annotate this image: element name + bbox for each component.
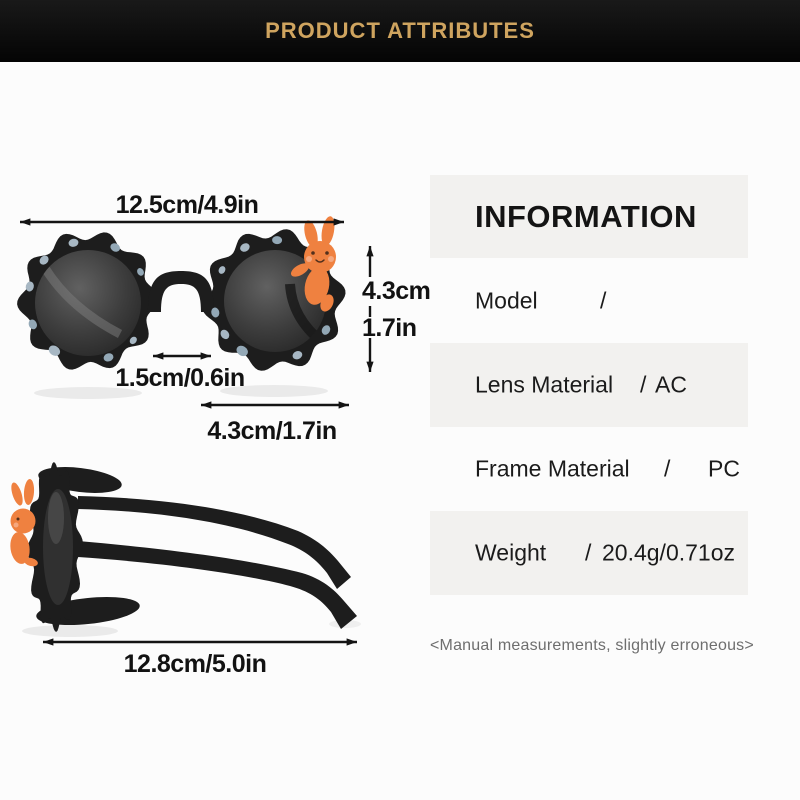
info-row-frame-material <box>430 427 748 511</box>
information-panel <box>430 175 748 595</box>
dim-total-width: 12.5cm/4.9in <box>115 191 259 219</box>
measurement-note: <Manual measurements, slightly erroneous> <box>430 637 754 654</box>
info-value: 20.4g/0.71oz <box>602 539 736 566</box>
information-title: INFORMATION <box>475 198 697 234</box>
info-label: Frame Material <box>475 455 630 482</box>
dim-lens-height-cm: 4.3cm <box>362 277 431 305</box>
info-row-model <box>430 258 748 343</box>
info-separator: / <box>600 287 607 313</box>
info-separator: / <box>664 455 671 482</box>
info-label: Lens Material <box>475 371 614 398</box>
banner-title: PRODUCT ATTRIBUTES <box>265 18 535 43</box>
info-separator: / <box>585 539 592 566</box>
dim-bridge-width: 1.5cm/0.6in <box>115 364 245 392</box>
dim-lens-width: 4.3cm/1.7in <box>207 417 337 445</box>
info-row-weight <box>430 511 748 595</box>
info-label: Weight <box>475 539 547 566</box>
info-value: AC <box>655 371 687 398</box>
information-header <box>430 175 748 258</box>
info-value: PC <box>708 455 740 482</box>
sunglasses-side-view <box>8 462 361 637</box>
info-separator: / <box>640 371 647 398</box>
dim-temple-length: 12.8cm/5.0in <box>123 650 267 678</box>
info-label: Model <box>475 287 538 313</box>
dim-lens-height-in: 1.7in <box>362 314 417 342</box>
info-row-lens-material <box>430 343 748 427</box>
